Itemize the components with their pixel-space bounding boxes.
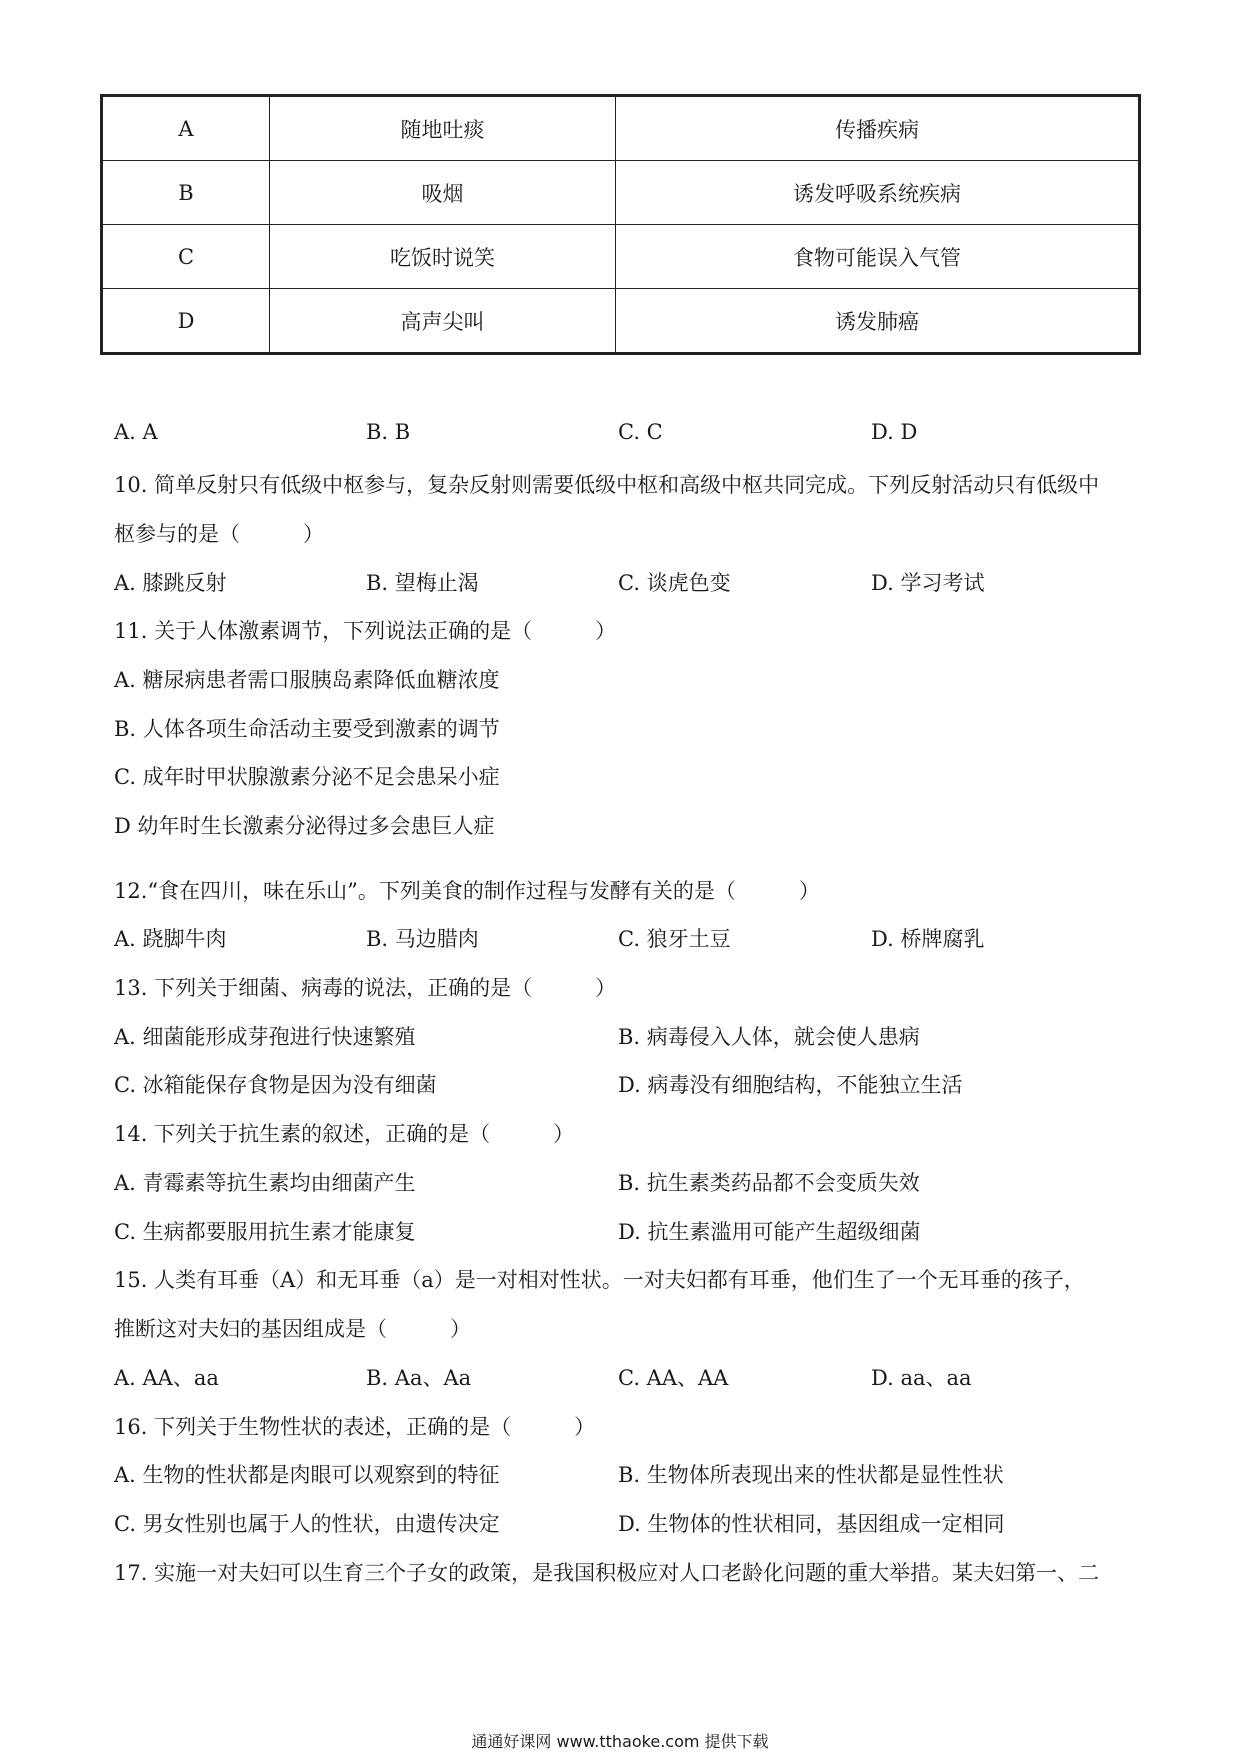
q16-option-d: D. 生物体的性状相同，基因组成一定相同	[618, 1512, 1005, 1536]
q12-option-a: A. 跷脚牛肉	[114, 927, 227, 951]
row-letter: D	[102, 289, 270, 354]
row-behavior: 随地吐痰	[270, 96, 616, 161]
q11-option-c: C. 成年时甲状腺激素分泌不足会患呆小症	[114, 765, 500, 789]
row-behavior: 吸烟	[270, 161, 616, 225]
table-row	[102, 289, 1140, 354]
comparison-table	[100, 94, 1141, 355]
q14-option-b: B. 抗生素类药品都不会变质失效	[618, 1171, 920, 1195]
q12-option-b: B. 马边腊肉	[366, 927, 479, 951]
q10-option-a: A. 膝跳反射	[114, 571, 227, 595]
q11-stem: 11. 关于人体激素调节，下列说法正确的是（ ）	[114, 619, 617, 643]
q15-option-b: B. Aa、Aa	[366, 1366, 472, 1390]
q12-option-c: C. 狼牙土豆	[618, 927, 731, 951]
table-row	[102, 161, 1140, 225]
row-harm: 食物可能误入气管	[616, 225, 1140, 289]
q12-stem: 12.“食在四川，味在乐山”。下列美食的制作过程与发酵有关的是（ ）	[114, 879, 820, 903]
q9-option-a: A. A	[114, 420, 158, 444]
q10-option-d: D. 学习考试	[871, 571, 985, 595]
page-footer[interactable]: 通通好课网 www.tthaoke.com 提供下载	[471, 1732, 769, 1751]
q16-option-c: C. 男女性别也属于人的性状，由遗传决定	[114, 1512, 500, 1536]
q14-option-a: A. 青霉素等抗生素均由细菌产生	[114, 1171, 416, 1195]
row-harm: 传播疾病	[616, 96, 1140, 161]
q13-option-a: A. 细菌能形成芽孢进行快速繁殖	[114, 1025, 416, 1049]
q11-option-b: B. 人体各项生命活动主要受到激素的调节	[114, 717, 500, 741]
q13-stem: 13. 下列关于细菌、病毒的说法，正确的是（ ）	[114, 976, 617, 1000]
row-behavior: 吃饭时说笑	[270, 225, 616, 289]
q11-option-d: D 幼年时生长激素分泌得过多会患巨人症	[114, 814, 495, 838]
q15-option-a: A. AA、aa	[114, 1366, 219, 1390]
q14-option-c: C. 生病都要服用抗生素才能康复	[114, 1220, 416, 1244]
table-row	[102, 96, 1140, 161]
q10-option-c: C. 谈虎色变	[618, 571, 731, 595]
q17-stem-line1: 17. 实施一对夫妇可以生育三个子女的政策，是我国积极应对人口老龄化问题的重大举措。某夫妇第一、二	[114, 1561, 1100, 1585]
q16-option-a: A. 生物的性状都是肉眼可以观察到的特征	[114, 1463, 500, 1487]
q16-stem: 16. 下列关于生物性状的表述，正确的是（ ）	[114, 1415, 596, 1439]
q15-stem-line1: 15. 人类有耳垂（A）和无耳垂（a）是一对相对性状。一对夫妇都有耳垂，他们生了一个无耳垂的孩子，	[114, 1268, 1085, 1292]
q13-option-d: D. 病毒没有细胞结构，不能独立生活	[618, 1073, 963, 1097]
row-letter: A	[102, 96, 270, 161]
q14-option-d: D. 抗生素滥用可能产生超级细菌	[618, 1220, 921, 1244]
row-behavior: 高声尖叫	[270, 289, 616, 354]
q10-stem-line1: 10. 简单反射只有低级中枢参与，复杂反射则需要低级中枢和高级中枢共同完成。下列反射活动只有低级中	[114, 473, 1100, 497]
q16-option-b: B. 生物体所表现出来的性状都是显性性状	[618, 1463, 1004, 1487]
q9-option-d: D. D	[871, 420, 918, 444]
q9-option-c: C. C	[618, 420, 663, 444]
q10-option-b: B. 望梅止渴	[366, 571, 479, 595]
row-harm: 诱发肺癌	[616, 289, 1140, 354]
q10-stem-line2: 枢参与的是（ ）	[114, 522, 324, 546]
row-letter: B	[102, 161, 270, 225]
q9-option-b: B. B	[366, 420, 411, 444]
q13-option-b: B. 病毒侵入人体，就会使人患病	[618, 1025, 920, 1049]
q12-option-d: D. 桥牌腐乳	[871, 927, 985, 951]
row-harm: 诱发呼吸系统疾病	[616, 161, 1140, 225]
q11-option-a: A. 糖尿病患者需口服胰岛素降低血糖浓度	[114, 668, 500, 692]
q15-option-c: C. AA、AA	[618, 1366, 729, 1390]
table-row	[102, 225, 1140, 289]
q15-option-d: D. aa、aa	[871, 1366, 972, 1390]
q13-option-c: C. 冰箱能保存食物是因为没有细菌	[114, 1073, 437, 1097]
q15-stem-line2: 推断这对夫妇的基因组成是（ ）	[114, 1317, 471, 1341]
row-letter: C	[102, 225, 270, 289]
q14-stem: 14. 下列关于抗生素的叙述，正确的是（ ）	[114, 1122, 575, 1146]
